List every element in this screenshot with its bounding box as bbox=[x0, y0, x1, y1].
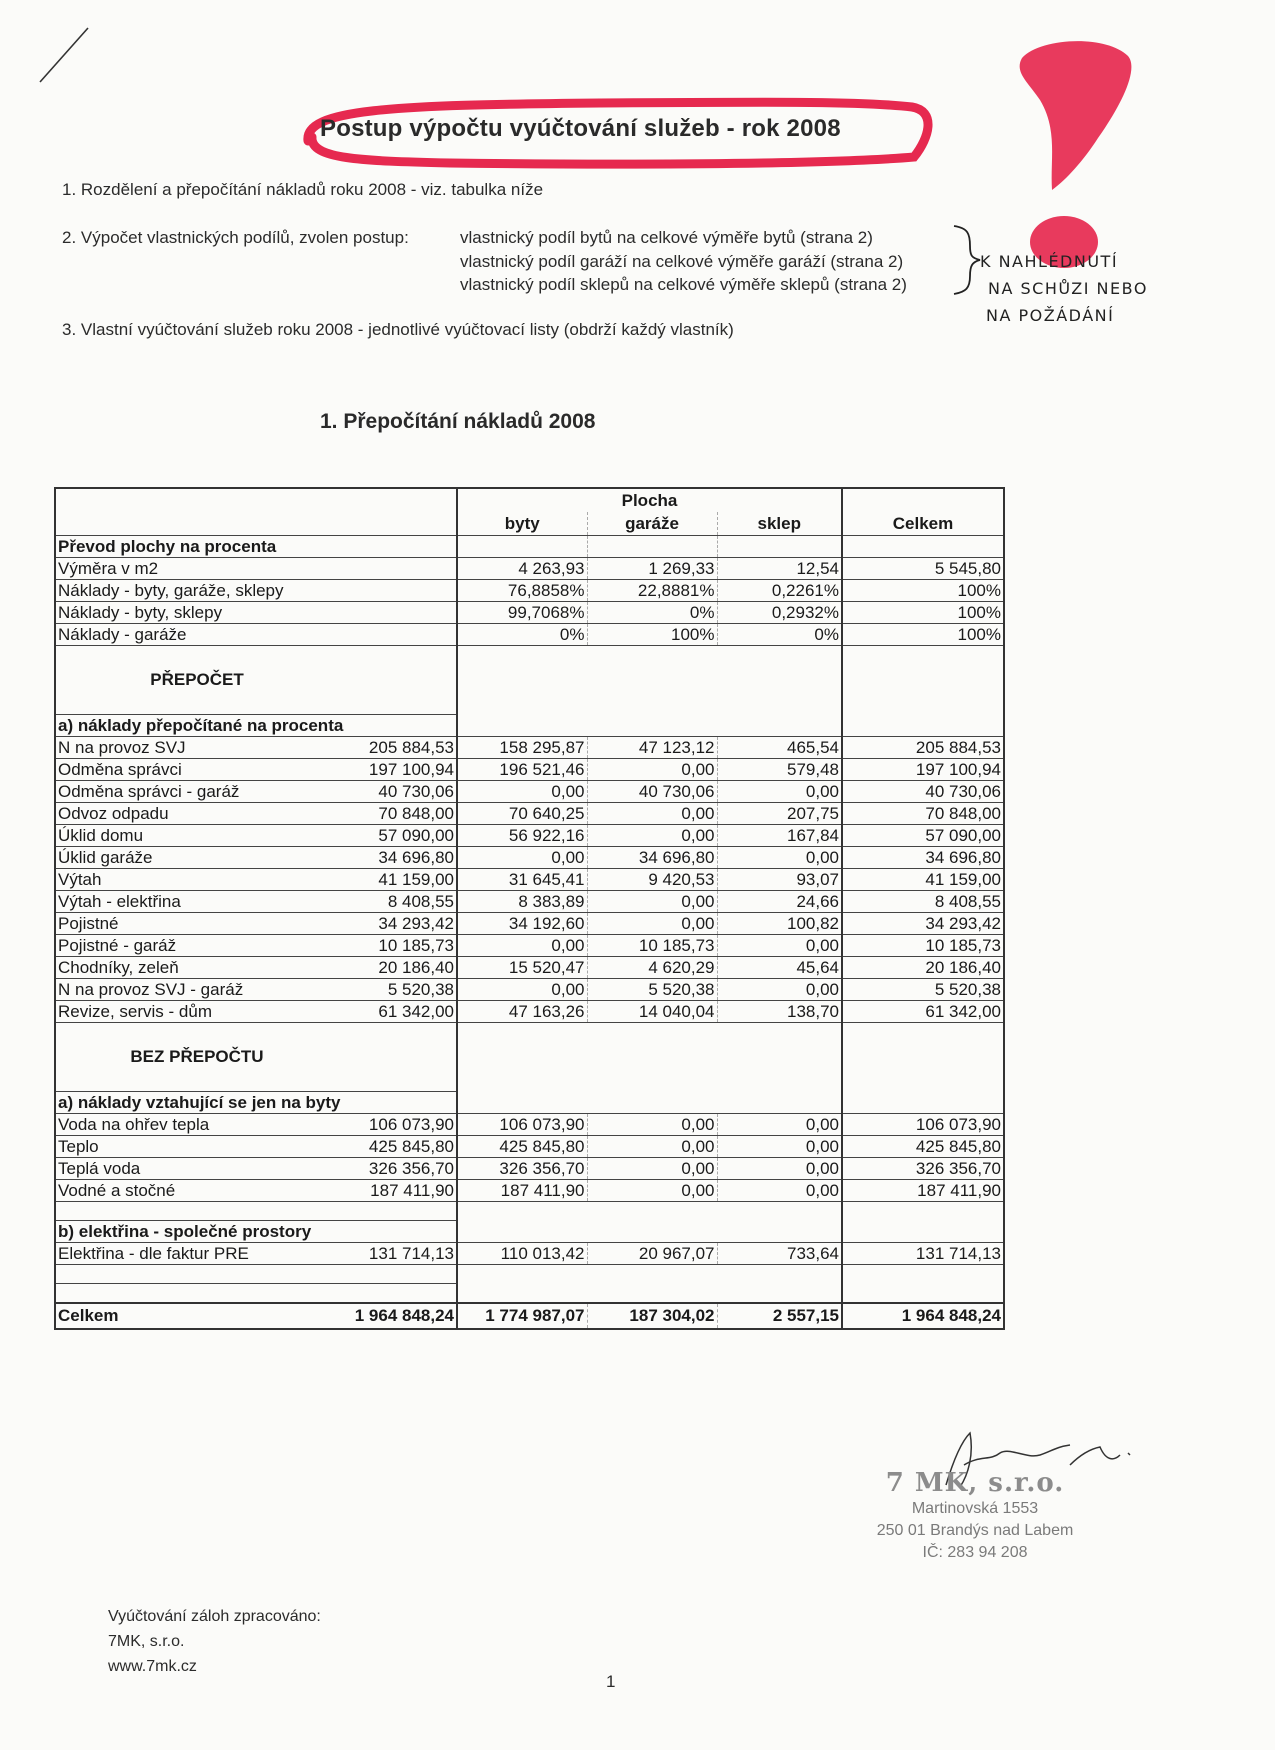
cell-total: 41 159,00 bbox=[345, 869, 457, 891]
footer-line: Vyúčtování záloh zpracováno: bbox=[108, 1608, 321, 1625]
table-header-row bbox=[55, 488, 1004, 512]
cell-total: 187 411,90 bbox=[345, 1180, 457, 1202]
table-row bbox=[55, 580, 1004, 602]
cell-sklep: 207,75 bbox=[717, 803, 842, 825]
cell-garaze: 0% bbox=[587, 602, 717, 624]
cell-garaze: 100% bbox=[587, 624, 717, 646]
cell-sklep: 579,48 bbox=[717, 759, 842, 781]
cell-byty: 425 845,80 bbox=[457, 1136, 587, 1158]
table-row bbox=[55, 825, 1004, 847]
table-row bbox=[55, 1136, 1004, 1158]
section-title: 1. Přepočítání nákladů 2008 bbox=[320, 410, 596, 433]
row-label: N na provoz SVJ - garáž bbox=[55, 979, 345, 1001]
cell-sklep: 0,00 bbox=[717, 979, 842, 1001]
cell-celkem: 8 408,55 bbox=[842, 891, 1004, 913]
document-title: Postup výpočtu vyúčtování služeb - rok 2008 bbox=[320, 115, 841, 142]
cell-celkem: 205 884,53 bbox=[842, 737, 1004, 759]
cell-sklep: 0,2261% bbox=[717, 580, 842, 602]
table-row bbox=[55, 781, 1004, 803]
cell-celkem: 34 293,42 bbox=[842, 913, 1004, 935]
cell-garaze: 0,00 bbox=[587, 1158, 717, 1180]
cell-sklep: 465,54 bbox=[717, 737, 842, 759]
row-label: Náklady - garáže bbox=[55, 624, 457, 646]
cell-total: 326 356,70 bbox=[345, 1158, 457, 1180]
table-row bbox=[55, 869, 1004, 891]
cell-celkem: 34 696,80 bbox=[842, 847, 1004, 869]
spacer-row bbox=[55, 1265, 1004, 1284]
total-row bbox=[55, 1303, 1004, 1329]
pencil-mark bbox=[36, 24, 96, 86]
cell-sklep: 0,00 bbox=[717, 1158, 842, 1180]
handwritten-note-line: NA SCHŮZI NEBO bbox=[988, 279, 1148, 298]
cell-celkem: 57 090,00 bbox=[842, 825, 1004, 847]
handwritten-note-line: NA POŽÁDÁNÍ bbox=[986, 306, 1115, 325]
table-row bbox=[55, 979, 1004, 1001]
document-title-box bbox=[300, 97, 930, 167]
cell-sklep: 733,64 bbox=[717, 1243, 842, 1265]
step-1: 1. Rozdělení a přepočítání nákladů roku 2008 - viz. tabulka níže bbox=[62, 180, 544, 199]
row-label: Úklid garáže bbox=[55, 847, 345, 869]
section-row bbox=[55, 715, 1004, 737]
stamp-company-name: 7 MK, s.r.o. bbox=[885, 1468, 1065, 1498]
table-row bbox=[55, 1001, 1004, 1023]
row-label: Výtah bbox=[55, 869, 345, 891]
step-2-option: vlastnický podíl garáží na celkové výměře garáží (strana 2) bbox=[460, 252, 904, 271]
table-row bbox=[55, 891, 1004, 913]
row-label: Teplá voda bbox=[55, 1158, 345, 1180]
spacer-row bbox=[55, 1202, 1004, 1221]
table-row bbox=[55, 803, 1004, 825]
cell-celkem: 106 073,90 bbox=[842, 1114, 1004, 1136]
footer bbox=[108, 1604, 321, 1679]
cell-byty: 34 192,60 bbox=[457, 913, 587, 935]
cell-sklep: 24,66 bbox=[717, 891, 842, 913]
section-row bbox=[55, 536, 1004, 558]
group-header: Plocha bbox=[457, 488, 842, 512]
cell-byty: 0,00 bbox=[457, 781, 587, 803]
cell-celkem: 1 964 848,24 bbox=[842, 1303, 1004, 1329]
step-2: 2. Výpočet vlastnických podílů, zvolen postup: bbox=[62, 228, 409, 247]
stamp-ic: IČ: 283 94 208 bbox=[922, 1544, 1028, 1561]
cell-byty: 56 922,16 bbox=[457, 825, 587, 847]
section-heading-row bbox=[55, 1023, 1004, 1092]
section-label: b) elektřina - společné prostory bbox=[55, 1221, 457, 1243]
table-row bbox=[55, 935, 1004, 957]
cell-byty: 0,00 bbox=[457, 979, 587, 1001]
cell-byty: 187 411,90 bbox=[457, 1180, 587, 1202]
cell-celkem: 20 186,40 bbox=[842, 957, 1004, 979]
table-row bbox=[55, 957, 1004, 979]
section-row bbox=[55, 1221, 1004, 1243]
table-row bbox=[55, 1243, 1004, 1265]
cell-garaze: 9 420,53 bbox=[587, 869, 717, 891]
section-label: Převod plochy na procenta bbox=[55, 536, 457, 558]
cell-celkem: 326 356,70 bbox=[842, 1158, 1004, 1180]
row-label: Revize, servis - dům bbox=[55, 1001, 345, 1023]
cell-byty: 326 356,70 bbox=[457, 1158, 587, 1180]
table-row bbox=[55, 847, 1004, 869]
row-label: Pojistné bbox=[55, 913, 345, 935]
row-label: Výtah - elektřina bbox=[55, 891, 345, 913]
cell-garaze: 47 123,12 bbox=[587, 737, 717, 759]
cell-total: 34 696,80 bbox=[345, 847, 457, 869]
page-number: 1 bbox=[606, 1672, 616, 1691]
company-stamp bbox=[850, 1468, 1100, 1564]
cell-total: 205 884,53 bbox=[345, 737, 457, 759]
stamp-city: 250 01 Brandýs nad Labem bbox=[876, 1522, 1074, 1539]
cell-total: 34 293,42 bbox=[345, 913, 457, 935]
table-row bbox=[55, 759, 1004, 781]
cell-total: 1 964 848,24 bbox=[345, 1303, 457, 1329]
header-empty-cell bbox=[842, 488, 1004, 512]
step-2-option: vlastnický podíl sklepů na celkové výměře sklepů (strana 2) bbox=[460, 275, 907, 294]
cell-garaze: 0,00 bbox=[587, 803, 717, 825]
bez-prepoctu-heading: BEZ PŘEPOČTU bbox=[55, 1023, 457, 1092]
cell-celkem: 425 845,80 bbox=[842, 1136, 1004, 1158]
section-heading-row bbox=[55, 646, 1004, 715]
section-label: a) náklady přepočítané na procenta bbox=[55, 715, 457, 737]
cell-celkem: 100% bbox=[842, 624, 1004, 646]
header-empty-cell bbox=[55, 488, 457, 536]
cost-table bbox=[54, 487, 1005, 1330]
cell-byty: 0,00 bbox=[457, 847, 587, 869]
cell-byty: 99,7068% bbox=[457, 602, 587, 624]
cell-sklep: 2 557,15 bbox=[717, 1303, 842, 1329]
cell-garaze: 14 040,04 bbox=[587, 1001, 717, 1023]
cell-sklep: 0,2932% bbox=[717, 602, 842, 624]
cell-celkem: 70 848,00 bbox=[842, 803, 1004, 825]
cell-celkem: 100% bbox=[842, 580, 1004, 602]
row-label: Výměra v m2 bbox=[55, 558, 457, 580]
cell-byty: 4 263,93 bbox=[457, 558, 587, 580]
column-header: byty bbox=[457, 512, 587, 535]
cell-celkem: 40 730,06 bbox=[842, 781, 1004, 803]
section-row bbox=[55, 1092, 1004, 1114]
row-label: Úklid domu bbox=[55, 825, 345, 847]
total-label: Celkem bbox=[55, 1303, 345, 1329]
table-row bbox=[55, 913, 1004, 935]
cell-total: 131 714,13 bbox=[345, 1243, 457, 1265]
cell-garaze: 22,8881% bbox=[587, 580, 717, 602]
table-row bbox=[55, 558, 1004, 580]
stamp-street: Martinovská 1553 bbox=[911, 1500, 1039, 1517]
cell-sklep: 0,00 bbox=[717, 1180, 842, 1202]
table-row bbox=[55, 624, 1004, 646]
cell-garaze: 4 620,29 bbox=[587, 957, 717, 979]
cell-sklep: 0,00 bbox=[717, 781, 842, 803]
cell-garaze: 0,00 bbox=[587, 913, 717, 935]
cell-sklep: 93,07 bbox=[717, 869, 842, 891]
cell-sklep: 0% bbox=[717, 624, 842, 646]
cell-total: 425 845,80 bbox=[345, 1136, 457, 1158]
section-label: a) náklady vztahující se jen na byty bbox=[55, 1092, 457, 1114]
row-label: Odměna správci bbox=[55, 759, 345, 781]
table-row bbox=[55, 602, 1004, 624]
table-row bbox=[55, 1158, 1004, 1180]
cell-byty: 110 013,42 bbox=[457, 1243, 587, 1265]
table-row bbox=[55, 737, 1004, 759]
cell-sklep: 0,00 bbox=[717, 935, 842, 957]
cell-byty: 31 645,41 bbox=[457, 869, 587, 891]
column-header: sklep bbox=[717, 512, 842, 535]
cell-garaze: 0,00 bbox=[587, 759, 717, 781]
cell-total: 57 090,00 bbox=[345, 825, 457, 847]
cell-garaze: 0,00 bbox=[587, 891, 717, 913]
cell-byty: 76,8858% bbox=[457, 580, 587, 602]
step-3: 3. Vlastní vyúčtování služeb roku 2008 - jednotlivé vyúčtovací listy (obdrží každý vlastník) bbox=[62, 320, 734, 339]
cell-celkem: 5 520,38 bbox=[842, 979, 1004, 1001]
cell-garaze: 34 696,80 bbox=[587, 847, 717, 869]
cell-celkem: 41 159,00 bbox=[842, 869, 1004, 891]
cell-sklep: 100,82 bbox=[717, 913, 842, 935]
cell-garaze: 0,00 bbox=[587, 825, 717, 847]
cell-garaze: 40 730,06 bbox=[587, 781, 717, 803]
handwritten-note-line: K NAHLÉDNUTÍ bbox=[980, 252, 1119, 271]
cell-total: 10 185,73 bbox=[345, 935, 457, 957]
cell-total: 5 520,38 bbox=[345, 979, 457, 1001]
cell-byty: 0,00 bbox=[457, 935, 587, 957]
prepocet-heading: PŘEPOČET bbox=[55, 646, 457, 715]
cell-celkem: 5 545,80 bbox=[842, 558, 1004, 580]
cell-sklep: 167,84 bbox=[717, 825, 842, 847]
cell-sklep: 12,54 bbox=[717, 558, 842, 580]
cell-sklep: 0,00 bbox=[717, 1114, 842, 1136]
footer-website-link[interactable]: www.7mk.cz bbox=[108, 1658, 197, 1675]
row-label: Elektřina - dle faktur PRE bbox=[55, 1243, 345, 1265]
cell-celkem: 10 185,73 bbox=[842, 935, 1004, 957]
cell-total: 8 408,55 bbox=[345, 891, 457, 913]
cell-sklep: 45,64 bbox=[717, 957, 842, 979]
cell-byty: 8 383,89 bbox=[457, 891, 587, 913]
column-header: garáže bbox=[587, 512, 717, 535]
cell-celkem: 187 411,90 bbox=[842, 1180, 1004, 1202]
cell-celkem: 100% bbox=[842, 602, 1004, 624]
cell-byty: 0% bbox=[457, 624, 587, 646]
cell-garaze: 0,00 bbox=[587, 1180, 717, 1202]
cell-total: 106 073,90 bbox=[345, 1114, 457, 1136]
cell-sklep: 0,00 bbox=[717, 847, 842, 869]
cell-garaze: 20 967,07 bbox=[587, 1243, 717, 1265]
cell-garaze: 0,00 bbox=[587, 1114, 717, 1136]
cell-garaze: 1 269,33 bbox=[587, 558, 717, 580]
row-label: N na provoz SVJ bbox=[55, 737, 345, 759]
cell-total: 40 730,06 bbox=[345, 781, 457, 803]
cell-total: 20 186,40 bbox=[345, 957, 457, 979]
column-header: Celkem bbox=[842, 512, 1004, 535]
row-label: Náklady - byty, sklepy bbox=[55, 602, 457, 624]
cell-garaze: 0,00 bbox=[587, 1136, 717, 1158]
row-label: Pojistné - garáž bbox=[55, 935, 345, 957]
row-label: Voda na ohřev tepla bbox=[55, 1114, 345, 1136]
step-2-option: vlastnický podíl bytů na celkové výměře bytů (strana 2) bbox=[460, 228, 873, 247]
cell-byty: 1 774 987,07 bbox=[457, 1303, 587, 1329]
cell-byty: 15 520,47 bbox=[457, 957, 587, 979]
footer-line: 7MK, s.r.o. bbox=[108, 1633, 185, 1650]
cell-celkem: 197 100,94 bbox=[842, 759, 1004, 781]
cell-byty: 106 073,90 bbox=[457, 1114, 587, 1136]
row-label: Odvoz odpadu bbox=[55, 803, 345, 825]
row-label: Teplo bbox=[55, 1136, 345, 1158]
row-label: Odměna správci - garáž bbox=[55, 781, 345, 803]
cell-byty: 47 163,26 bbox=[457, 1001, 587, 1023]
cell-sklep: 138,70 bbox=[717, 1001, 842, 1023]
cell-sklep: 0,00 bbox=[717, 1136, 842, 1158]
cell-celkem: 61 342,00 bbox=[842, 1001, 1004, 1023]
cell-garaze: 10 185,73 bbox=[587, 935, 717, 957]
row-label: Náklady - byty, garáže, sklepy bbox=[55, 580, 457, 602]
table-row bbox=[55, 1114, 1004, 1136]
spacer-row bbox=[55, 1284, 1004, 1304]
cell-garaze: 5 520,38 bbox=[587, 979, 717, 1001]
row-label: Chodníky, zeleň bbox=[55, 957, 345, 979]
row-label: Vodné a stočné bbox=[55, 1180, 345, 1202]
cell-byty: 70 640,25 bbox=[457, 803, 587, 825]
cell-celkem: 131 714,13 bbox=[842, 1243, 1004, 1265]
cell-byty: 196 521,46 bbox=[457, 759, 587, 781]
cell-total: 197 100,94 bbox=[345, 759, 457, 781]
table-row bbox=[55, 1180, 1004, 1202]
exclamation-mark-doodle bbox=[1000, 30, 1140, 270]
cell-total: 61 342,00 bbox=[345, 1001, 457, 1023]
cell-total: 70 848,00 bbox=[345, 803, 457, 825]
cell-byty: 158 295,87 bbox=[457, 737, 587, 759]
cell-garaze: 187 304,02 bbox=[587, 1303, 717, 1329]
